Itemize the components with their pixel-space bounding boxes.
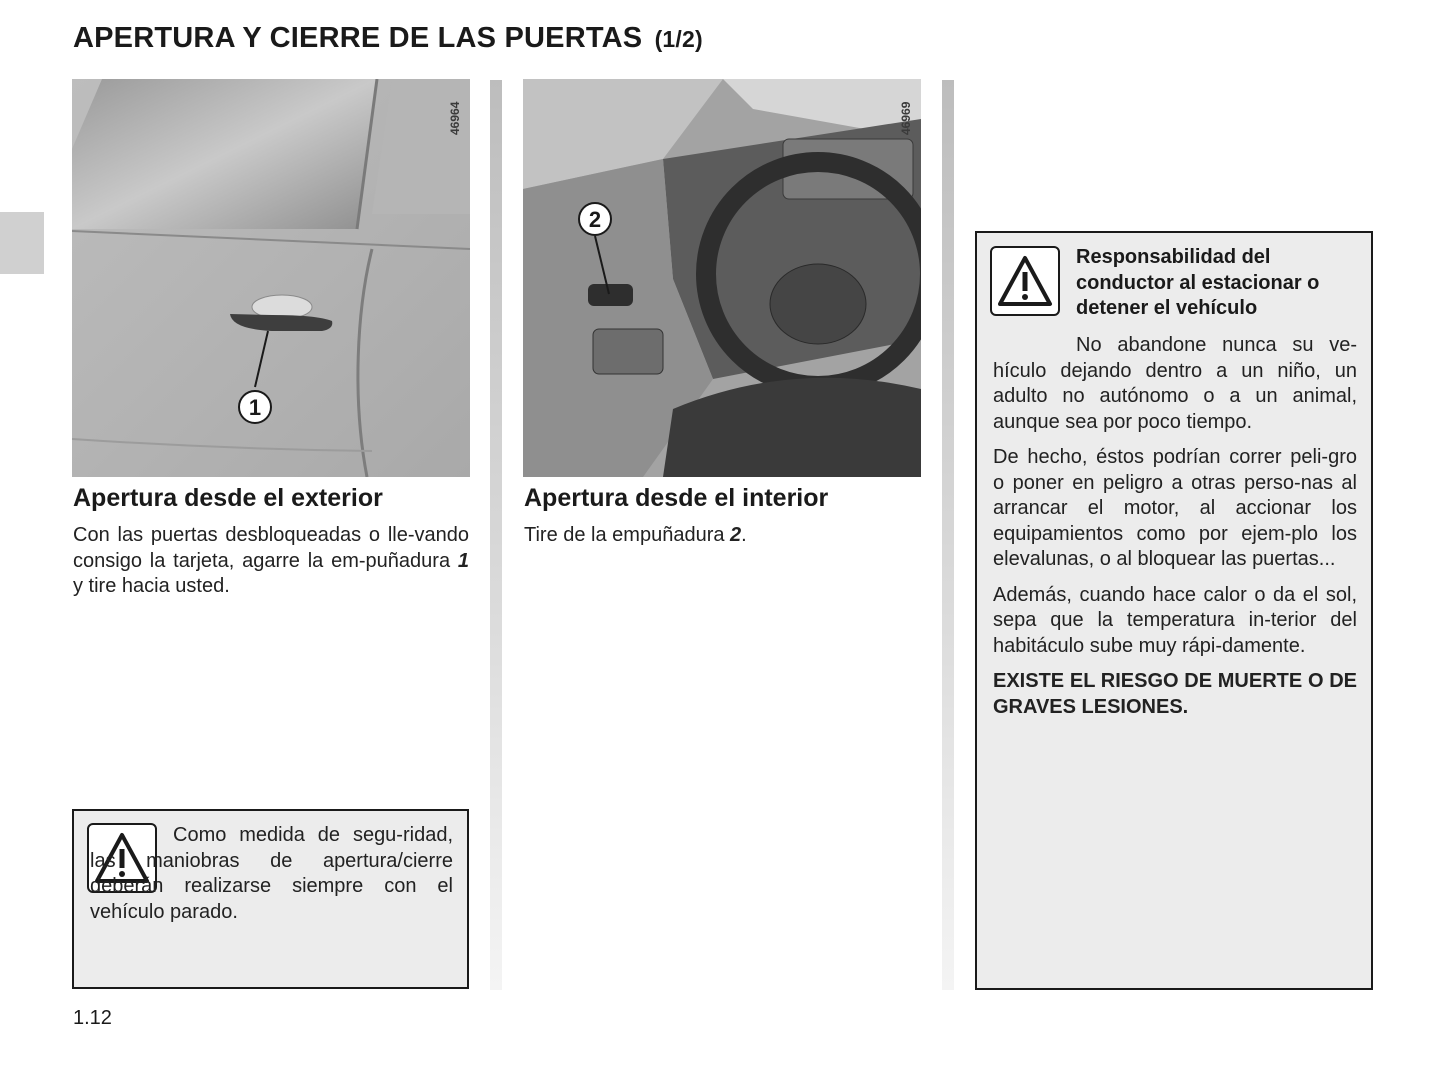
exterior-door-drawing	[72, 79, 470, 477]
column-divider-right	[942, 80, 954, 990]
page-number: 1.12	[73, 1007, 112, 1029]
figure-code: 46969	[899, 101, 913, 135]
exterior-text-after: y tire hacia usted.	[73, 575, 230, 597]
safety-note-text: Como medida de segu-ridad, las maniobras de apertura/cierre deberán realizarse siempre con el vehículo parado.	[90, 824, 453, 923]
interior-door-illustration	[523, 79, 921, 477]
responsibility-heading: Responsabilidad del conductor al estacionar o detener el vehículo	[1076, 246, 1320, 319]
responsibility-paragraph-2: De hecho, éstos podrían correr peli-gro o poner en peligro a otras perso-nas al arrancar el motor, al accionar los equipamientos como por ejem-plo los elevalunas, o al bloquear las puertas...	[993, 446, 1357, 570]
chapter-tab	[0, 212, 44, 274]
interior-text-before: Tire de la empuñadura	[524, 524, 731, 546]
interior-ref: 2	[730, 524, 742, 546]
responsibility-warning: EXISTE EL RIESGO DE MUERTE O DE GRAVES LESIONES.	[993, 670, 1357, 718]
callout-1-label: 1	[248, 395, 262, 420]
safety-note-box	[72, 809, 469, 989]
interior-instructions	[524, 523, 920, 549]
page-title-part: (1/2)	[654, 26, 703, 52]
column-divider-left	[490, 80, 502, 990]
responsibility-paragraph-3: Además, cuando hace calor o da el sol, sepa que la temperatura in-terior del habitáculo sube muy rápi-damente.	[993, 583, 1357, 657]
exterior-text-before: Con las puertas desbloqueadas o lle-vando consigo la tarjeta, agarre la em-puñadura	[73, 524, 469, 572]
interior-text-after: .	[741, 524, 747, 546]
page-title-text: APERTURA Y CIERRE DE LAS PUERTAS	[73, 22, 643, 54]
interior-cabin-drawing	[523, 79, 921, 477]
responsibility-box	[975, 231, 1373, 990]
page-title	[73, 22, 703, 55]
exterior-heading: Apertura desde el exterior	[73, 484, 383, 512]
exterior-instructions	[73, 523, 469, 600]
responsibility-paragraph-1: No abandone nunca su ve-hículo dejando dentro a un niño, un adulto no autónomo o a un animal, aunque sea por poco tiempo.	[993, 334, 1357, 433]
warning-triangle-icon	[990, 246, 1060, 316]
interior-heading: Apertura desde el interior	[524, 484, 829, 512]
responsibility-body	[993, 333, 1357, 720]
figure-code: 46964	[448, 101, 462, 135]
callout-2-label: 2	[588, 207, 602, 232]
exterior-door-illustration	[72, 79, 470, 477]
exterior-ref: 1	[457, 549, 469, 572]
